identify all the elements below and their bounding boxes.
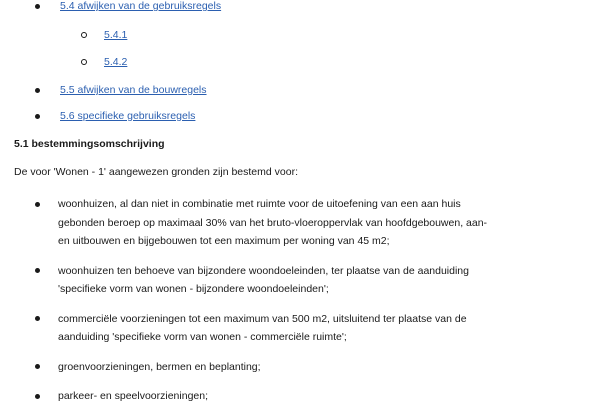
list-item-line: woonhuizen ten behoeve van bijzondere woondoeleinden, ter plaatse van de aanduiding bbox=[58, 264, 469, 277]
list-item-line: 'specifieke vorm van wonen - bijzondere woondoeleinden'; bbox=[58, 283, 329, 295]
toc-item-5-4-2[interactable] bbox=[81, 56, 127, 68]
circle-bullet-icon bbox=[81, 59, 87, 65]
toc-link-5-4-2[interactable]: 5.4.2 bbox=[104, 56, 128, 68]
bullet-icon bbox=[35, 268, 40, 273]
list-item-line: commerciële voorzieningen tot een maximum van 500 m2, uitsluitend ter plaatse van de bbox=[58, 312, 467, 325]
list-item bbox=[0, 195, 600, 251]
bullet-icon bbox=[35, 202, 40, 207]
bullet-icon bbox=[35, 114, 40, 119]
list-item bbox=[0, 262, 600, 299]
section-heading: 5.1 bestemmingsomschrijving bbox=[14, 138, 165, 150]
list-item-line: gebonden beroep op maximaal 30% van het bruto-vloeroppervlak van hoofdgebouwen, aan- bbox=[58, 216, 488, 229]
toc-link-5-6[interactable]: 5.6 specifieke gebruiksregels bbox=[60, 110, 196, 122]
list-item-line: woonhuizen, al dan niet in combinatie met ruimte voor de uitoefening van een aan huis bbox=[58, 198, 461, 210]
bullet-icon bbox=[35, 88, 40, 93]
bullet-icon bbox=[35, 394, 40, 399]
toc-item-5-6[interactable] bbox=[35, 110, 195, 122]
list-item-line: groenvoorzieningen, bermen en beplanting; bbox=[58, 360, 261, 373]
purpose-list bbox=[0, 195, 600, 417]
list-item bbox=[0, 387, 600, 406]
toc-item-5-4[interactable] bbox=[35, 0, 221, 12]
list-item-line: parkeer- en speelvoorzieningen; bbox=[58, 390, 209, 402]
toc-link-5-5[interactable]: 5.5 afwijken van de bouwregels bbox=[60, 84, 207, 96]
list-item bbox=[0, 310, 600, 347]
bullet-icon bbox=[35, 316, 40, 321]
bullet-icon bbox=[35, 4, 40, 9]
toc-item-5-5[interactable] bbox=[35, 84, 207, 96]
list-item bbox=[0, 358, 600, 377]
list-item-line: en uitbouwen en bijgebouwen tot een maximum per woning van 45 m2; bbox=[58, 235, 390, 247]
toc-link-5-4-1[interactable]: 5.4.1 bbox=[104, 29, 128, 41]
toc-link-5-4[interactable]: 5.4 afwijken van de gebruiksregels bbox=[60, 0, 222, 12]
circle-bullet-icon bbox=[81, 32, 87, 38]
list-item-line: aanduiding 'specifieke vorm van wonen - commerciële ruimte'; bbox=[58, 331, 347, 343]
bullet-icon bbox=[35, 364, 40, 369]
toc-item-5-4-1[interactable] bbox=[81, 29, 127, 41]
intro-text: De voor 'Wonen - 1' aangewezen gronden zijn bestemd voor: bbox=[14, 166, 298, 178]
